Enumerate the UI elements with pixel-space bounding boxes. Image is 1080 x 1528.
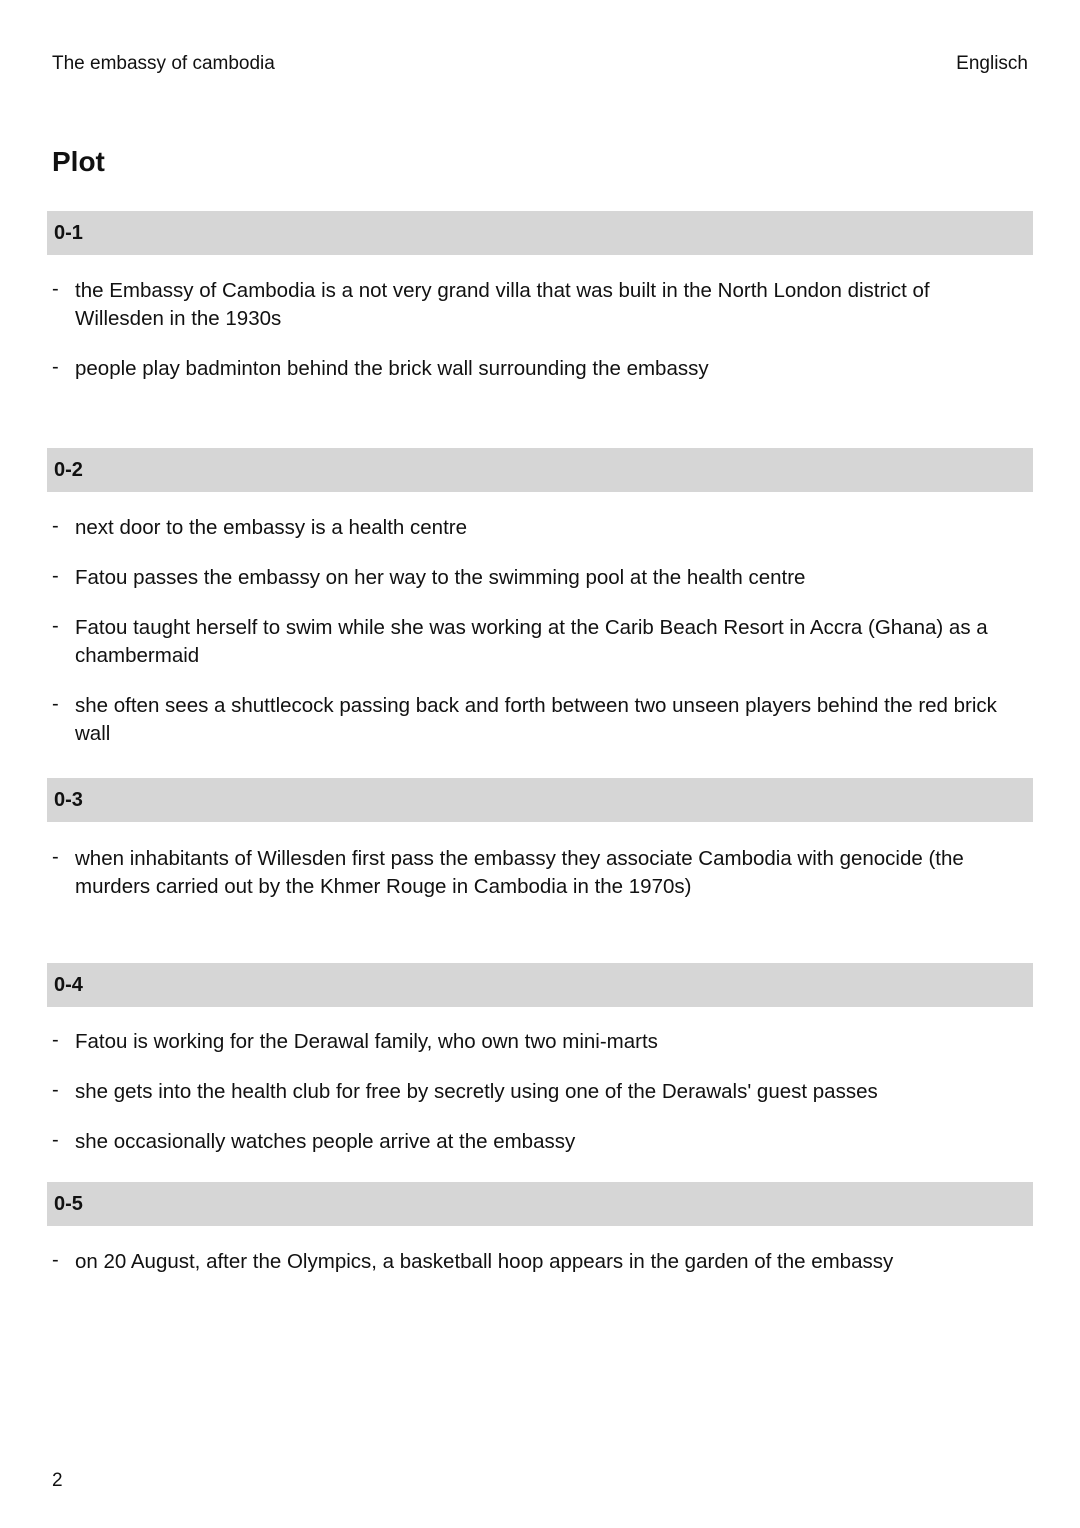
list-item-text: Fatou passes the embassy on her way to the swimming pool at the health centre: [75, 566, 806, 589]
section-header-0-2: 0-2: [47, 448, 1033, 492]
section-header-0-5: 0-5: [47, 1182, 1033, 1226]
section-header-0-4: 0-4: [47, 963, 1033, 1007]
list-item: [52, 614, 1020, 670]
list-item: [52, 692, 1020, 748]
list-item: [52, 1078, 1020, 1106]
list-item-text: she occasionally watches people arrive at the embassy: [75, 1130, 576, 1153]
list-item-text: Fatou is working for the Derawal family, who own two mini-marts: [75, 1030, 658, 1053]
section-header-0-3: 0-3: [47, 778, 1033, 822]
bullet-dash: -: [52, 693, 59, 715]
bullet-dash: -: [52, 615, 59, 637]
list-item-text: on 20 August, after the Olympics, a basketball hoop appears in the garden of the embassy: [75, 1250, 894, 1273]
list-item: [52, 514, 1020, 542]
list-item: [52, 1128, 1020, 1156]
list-item-text: Fatou taught herself to swim while she was working at the Carib Beach Resort in Accra (Ghana) as a chambermaid: [75, 616, 988, 667]
list-item: [52, 1248, 1020, 1276]
list-item: [52, 277, 1020, 333]
list-item-text: when inhabitants of Willesden first pass the embassy they associate Cambodia with genocide (the murders carried out by the Khmer Rouge in Cambodia in the 1970s): [75, 847, 964, 898]
list-item-text: she gets into the health club for free by secretly using one of the Derawals' guest passes: [75, 1080, 878, 1103]
bullet-dash: -: [52, 565, 59, 587]
bullet-dash: -: [52, 356, 59, 378]
bullet-dash: -: [52, 278, 59, 300]
list-item-text: people play badminton behind the brick wall surrounding the embassy: [75, 357, 709, 380]
section-header-0-1: 0-1: [47, 211, 1033, 255]
list-item-text: the Embassy of Cambodia is a not very grand villa that was built in the North London district of Willesden in the 1930s: [75, 279, 930, 330]
bullet-dash: -: [52, 1079, 59, 1101]
list-item: [52, 845, 1020, 901]
bullet-dash: -: [52, 515, 59, 537]
bullet-dash: -: [52, 846, 59, 868]
bullet-dash: -: [52, 1249, 59, 1271]
list-item-text: next door to the embassy is a health centre: [75, 516, 468, 539]
page-title: Plot: [52, 146, 105, 177]
list-item: [52, 564, 1020, 592]
list-item-text: she often sees a shuttlecock passing back and forth between two unseen players behind the red brick wall: [75, 694, 997, 745]
bullet-dash: -: [52, 1029, 59, 1051]
list-item: [52, 1028, 1020, 1056]
list-item: [52, 355, 1020, 383]
subject-label: Englisch: [956, 53, 1028, 74]
bullet-dash: -: [52, 1129, 59, 1151]
document-title: The embassy of cambodia: [52, 53, 275, 74]
page-number: 2: [52, 1470, 63, 1491]
